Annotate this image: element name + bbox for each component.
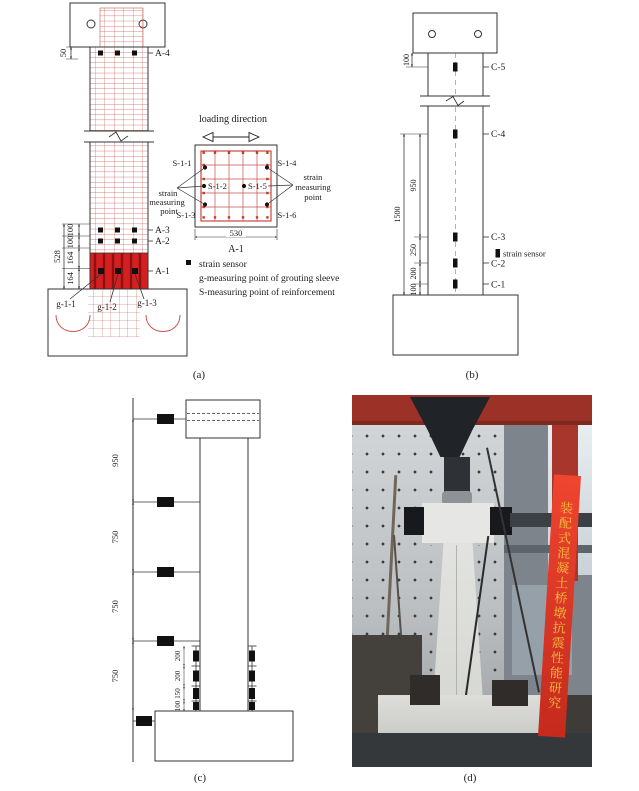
- dim-b-1500: 1500: [393, 206, 402, 223]
- section-detail-a1: [149, 114, 331, 255]
- label-c2: C-2: [491, 259, 506, 270]
- caption-a: (a): [192, 369, 206, 381]
- dim-530: 530: [229, 228, 243, 238]
- dim-528: 528: [52, 250, 62, 263]
- label-s13: S-1-3: [176, 210, 196, 220]
- panel-b-legend: [496, 249, 546, 259]
- panel-a-legend: [186, 260, 339, 298]
- dim-c-200b: 200: [174, 670, 182, 682]
- dim-b-950: 950: [409, 179, 418, 192]
- dim-100b: 100: [65, 235, 75, 249]
- dim-164b: 164: [65, 272, 75, 285]
- legend-strain-sensor: strain sensor: [199, 260, 247, 270]
- legend-sensor-marker-b: [496, 249, 501, 258]
- dim-c-750a: 750: [110, 530, 120, 544]
- label-g13: g-1-3: [137, 298, 157, 308]
- dim-c-150: 150: [174, 688, 182, 699]
- break-symbol-b: [420, 96, 490, 106]
- caption-c: (c): [193, 772, 207, 784]
- label-c4: C-4: [491, 130, 506, 140]
- caption-b: (b): [465, 369, 479, 381]
- column-top-rebar-grid: [100, 8, 143, 47]
- label-s14: S-1-4: [277, 158, 297, 168]
- legend-strain-sensor-b: strain sensor: [503, 248, 546, 259]
- strain-point-right-2: measuring: [295, 182, 331, 192]
- label-s16: S-1-6: [277, 210, 297, 220]
- dim-b-100: 100: [409, 283, 418, 296]
- cap-hole-left: [87, 20, 95, 28]
- break-symbol: [84, 131, 154, 142]
- strain-point-right-1: strain: [303, 172, 323, 182]
- legend-g-measuring: g-measuring point of grouting sleeve: [199, 274, 340, 284]
- panel-b-dim-lines: [404, 53, 420, 295]
- cap-beam-b: [413, 13, 497, 53]
- section-title-a1: A-1: [228, 244, 244, 255]
- label-a2: A-2: [155, 237, 170, 247]
- label-c3: C-3: [491, 233, 506, 243]
- lab-floor: [352, 733, 592, 767]
- panel-c-instrumentation: [133, 398, 293, 762]
- foundation-b: [393, 295, 518, 355]
- dim-164a: 164: [65, 251, 75, 265]
- label-s11: S-1-1: [172, 158, 192, 168]
- dim-c-750c: 750: [110, 669, 120, 683]
- clamp-left: [404, 507, 424, 535]
- label-a1: A-1: [155, 267, 170, 277]
- loading-direction-label: loading direction: [198, 114, 268, 125]
- displacement-sensors-c: [136, 414, 255, 726]
- strain-point-left-2: measuring: [149, 197, 185, 207]
- label-s12: S-1-2: [208, 181, 227, 191]
- foundation-rebar-grid: [88, 289, 140, 337]
- strain-point-right-3: point: [304, 192, 322, 202]
- dim-c-100: 100: [174, 700, 182, 712]
- dim-100a: 100: [65, 223, 75, 237]
- gauge-chain-lines: [192, 646, 257, 711]
- legend-s-measuring: S-measuring point of reinforcement: [199, 288, 335, 298]
- dim-c-750b: 750: [110, 600, 120, 613]
- label-g12: g-1-2: [97, 302, 117, 312]
- label-a4: A-4: [155, 49, 170, 59]
- cap-beam-c: [186, 400, 260, 438]
- foundation-c: [155, 711, 293, 761]
- label-a3: A-3: [155, 226, 170, 236]
- banner-text: 装配式混凝土桥墩抗震性能研究: [545, 500, 574, 712]
- specimen-cap-block: [422, 503, 494, 545]
- legend-sensor-marker: [186, 260, 191, 265]
- base-instrument-left: [410, 675, 440, 705]
- panel-c-dim-lines: [133, 419, 184, 711]
- test-setup-photo: [352, 395, 592, 767]
- label-s15: S-1-5: [248, 181, 267, 191]
- dim-c-200a: 200: [174, 650, 182, 662]
- label-g11: g-1-1: [56, 299, 76, 309]
- dim-c-950: 950: [110, 454, 120, 467]
- dim-b-250: 250: [409, 244, 418, 256]
- label-c5: C-5: [491, 63, 506, 73]
- dim-50: 50: [58, 48, 68, 58]
- mezzanine-edge: [504, 545, 592, 553]
- caption-d: (d): [463, 772, 477, 784]
- base-instrument-right: [492, 680, 528, 706]
- loading-direction-arrow: [203, 133, 259, 142]
- strain-point-left-3: point: [160, 206, 178, 216]
- dim-b-100top: 100: [402, 54, 411, 66]
- label-c1: C-1: [491, 280, 506, 291]
- crack-line: [456, 545, 457, 710]
- strain-point-left-1: strain: [158, 188, 178, 198]
- dim-b-200: 200: [409, 267, 418, 280]
